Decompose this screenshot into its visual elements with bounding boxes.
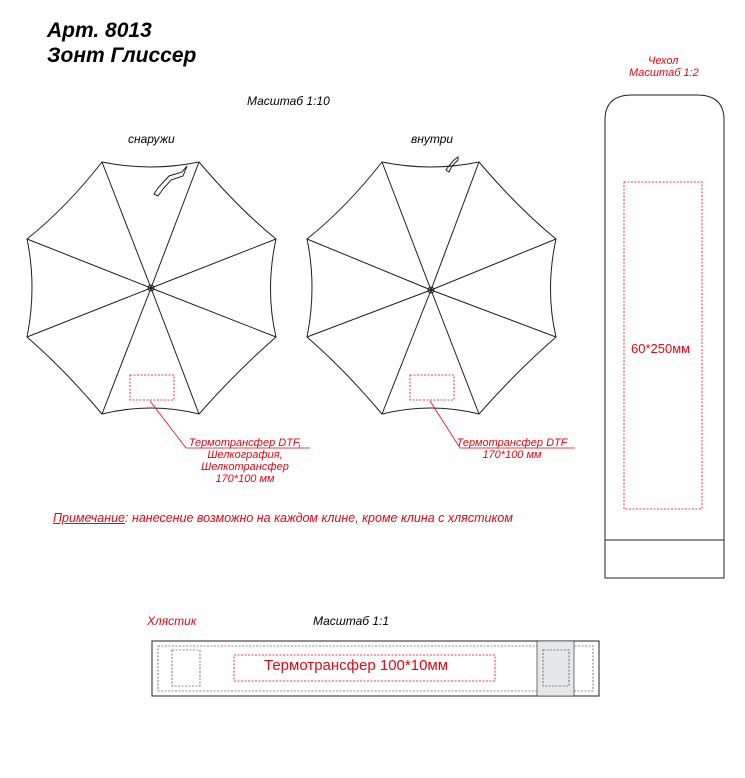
umbrella-inside-view — [307, 157, 556, 414]
umbrella-scale-label: Масштаб 1:10 — [247, 94, 330, 108]
outside-callout-line-4: 170*100 мм — [215, 473, 275, 485]
outside-callout-line-3: Шелкотрансфер — [201, 461, 289, 473]
outside-callout-leader — [150, 401, 310, 448]
outside-rib-3 — [151, 239, 276, 288]
strap-print-area-label: Термотрансфер 100*10мм — [264, 657, 449, 674]
umbrella-print-areas — [130, 375, 575, 448]
strap-snap-area — [537, 641, 574, 696]
inside-rib-7 — [307, 290, 431, 337]
inside-rib-8 — [307, 239, 431, 290]
strap-print-area — [234, 655, 495, 681]
outside-rib-2 — [151, 162, 199, 288]
strap-drawing — [152, 641, 599, 696]
article-number: Арт. 8013 — [47, 19, 152, 42]
inside-print-area — [410, 375, 454, 400]
outside-rib-5 — [151, 288, 199, 414]
strap-stitch-line — [158, 646, 593, 691]
inside-callout-line-2: 170*100 мм — [482, 449, 542, 461]
outside-rib-6 — [102, 288, 151, 414]
note-prefix: Примечание — [53, 511, 125, 525]
outside-view-label: снаружи — [128, 132, 175, 146]
inside-rib-5 — [431, 290, 479, 414]
umbrella-cover — [605, 95, 724, 578]
umbrella-outside-view — [27, 162, 276, 414]
inside-rib-6 — [382, 290, 431, 414]
outside-strap-loop — [154, 166, 187, 196]
cover-title: Чехол — [648, 55, 679, 67]
cover-print-area-size: 60*250мм — [631, 341, 691, 356]
inside-view-label: внутри — [411, 132, 454, 146]
outside-rib-4 — [151, 288, 276, 337]
inside-callout-leader — [430, 401, 575, 448]
outside-rib-7 — [27, 288, 151, 337]
inside-rib-3 — [431, 239, 556, 290]
outside-rib-1 — [102, 162, 151, 288]
cover-outline — [605, 95, 724, 578]
inside-rib-1 — [382, 162, 431, 290]
note-text: : нанесение возможно на каждом клине, кроме клина с хлястиком — [125, 511, 513, 525]
cover-scale: Масштаб 1:2 — [629, 67, 699, 79]
strap-outline — [152, 641, 599, 696]
inside-callout-line-1: Термотрансфер DTF — [456, 437, 568, 449]
cover-print-area — [624, 182, 702, 509]
inside-rib-2 — [431, 162, 479, 290]
strap-scale: Масштаб 1:1 — [313, 614, 390, 628]
strap-title: Хлястик — [147, 614, 197, 628]
strap-snap-male — [172, 650, 200, 686]
outside-rib-8 — [27, 239, 151, 288]
product-name: Зонт Глиссер — [47, 44, 197, 67]
outside-callout-line-2: Шелкография, — [207, 449, 283, 461]
outside-callout-line-1: Термотрансфер DTF, — [188, 437, 302, 449]
inside-rib-4 — [431, 290, 556, 337]
outside-print-area — [130, 375, 174, 400]
inside-strap-loop — [446, 157, 458, 172]
